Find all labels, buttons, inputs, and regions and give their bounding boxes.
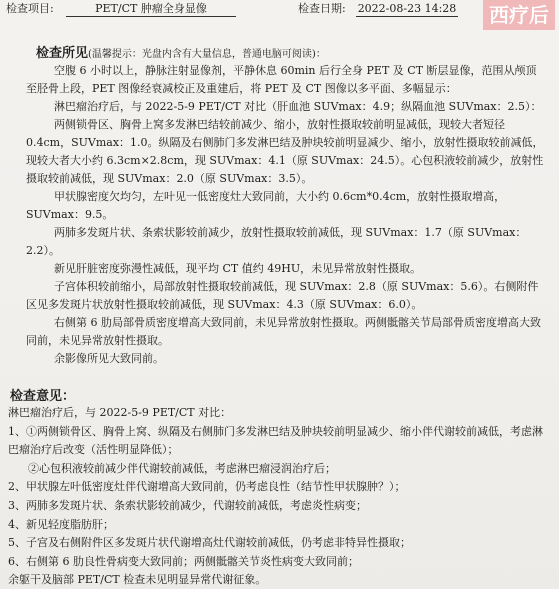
opinion-item: ②心包积液较前减少伴代谢较前减低，考虑淋巴瘤浸润治疗后； [28, 461, 336, 475]
exam-item-label: 检查项目: [6, 2, 54, 15]
exam-item-value: PET/CT 肿瘤全身显像 [66, 0, 236, 17]
findings-note: (温馨提示：光盘内含有大量信息，普通电脑可阅读)： [88, 49, 326, 60]
opinion-item: 2、甲状腺左叶低密度灶伴代谢增高大致同前，仍考虑良性（结节性甲状腺肿？）； [8, 480, 406, 494]
findings-paragraph: 两侧锁骨区、胸骨上窝多发淋巴结较前减少、缩小，放射性摄取较前明显减低，现较大者短径 0.4cm，SUVmax：1.0。纵隔及右侧肺门多发淋巴结及肿块较前明显减少、缩小，放射性摄取较前减低，现较大者大小约 6.3cm×2.8cm，现 SUVmax：4.1（原 SUVmax：24.5）。心包积液较前减少，放射性摄取较前减低，现 SUVmax：2.0（原 SUVmax：3.5）。 [26, 118, 544, 185]
opinion-intro: 淋巴瘤治疗后，与 2022-5-9 PET/CT 对比： [8, 406, 232, 419]
findings-paragraph: 甲状腺密度欠均匀，左叶见一低密度灶大致同前，大小约 0.6cm*0.4cm，放射性摄取增高，SUVmax：9.5。 [26, 190, 506, 221]
opinion-item: 4、新见轻度脂肪肝； [8, 517, 114, 531]
opinion-title: 检查意见： [10, 389, 76, 404]
findings-paragraph: 空腹 6 小时以上，静脉注射显像剂，平静休息 60min 后行全身 PET 及 CT 断层显像，范围从颅顶至胫骨上段，PET 图像经衰减校正及重建后，将 PET 及 CT 图像以多平面、多幅显示： [26, 64, 537, 95]
findings-paragraph: 新见肝脏密度弥漫性减低，现平均 CT 值约 49HU，未见异常放射性摄取。 [54, 262, 422, 275]
opinion-item: 5、子宫及右侧附件区多发斑片状代谢增高灶代谢较前减低，仍考虑非特异性摄取； [8, 536, 411, 550]
findings-paragraph: 淋巴瘤治疗后，与 2022-5-9 PET/CT 对比（肝血池 SUVmax：4.9；纵隔血池 SUVmax：2.5）： [54, 100, 542, 113]
exam-date-label: 检查日期: [298, 2, 346, 15]
findings-paragraph: 子宫体积较前缩小，局部放射性摄取较前减低，现 SUVmax：2.8（原 SUVmax：5.6）。右侧附件区见多发斑片状放射性摄取较前减低，现 SUVmax：4.3（原 SUVmax：6.0）。 [26, 280, 539, 311]
opinion-item: 余躯干及脑部 PET/CT 检查未见明显异常代谢征象。 [8, 573, 267, 587]
opinion-item: 3、两肺多发斑片状、条索状影较前减少，代谢较前减低，考虑炎性病变； [8, 498, 367, 512]
findings-paragraph: 余影像所见大致同前。 [54, 352, 164, 365]
findings-title-text: 检查所见 [36, 46, 89, 61]
findings-body [26, 62, 546, 368]
watermark-stamp: 西疗后 [483, 0, 555, 30]
report-header [0, 0, 559, 27]
findings-paragraph: 两肺多发斑片状、条索状影较前减少，放射性摄取较前减低，现 SUVmax：1.7（原 SUVmax：2.2）。 [26, 226, 527, 257]
opinion-item: 6、右侧第 6 肋良性骨病变大致同前；两侧骶髂关节炎性病变大致同前； [8, 554, 359, 568]
findings-paragraph: 右侧第 6 肋局部骨质密度增高大致同前，未见异常放射性摄取。两侧骶髂关节局部骨质密度增高大致同前，未见异常放射性摄取。 [26, 316, 541, 347]
opinion-item: 1、①两侧锁骨区、胸骨上窝、纵隔及右侧肺门多发淋巴结及肿块较前明显减少、缩小伴代谢较前减低，考虑淋巴瘤治疗后改变（活性明显降低）； [8, 424, 543, 457]
exam-date-value: 2022-08-23 14:28 [357, 2, 457, 15]
findings-title [36, 42, 326, 61]
opinion-body [8, 404, 553, 589]
